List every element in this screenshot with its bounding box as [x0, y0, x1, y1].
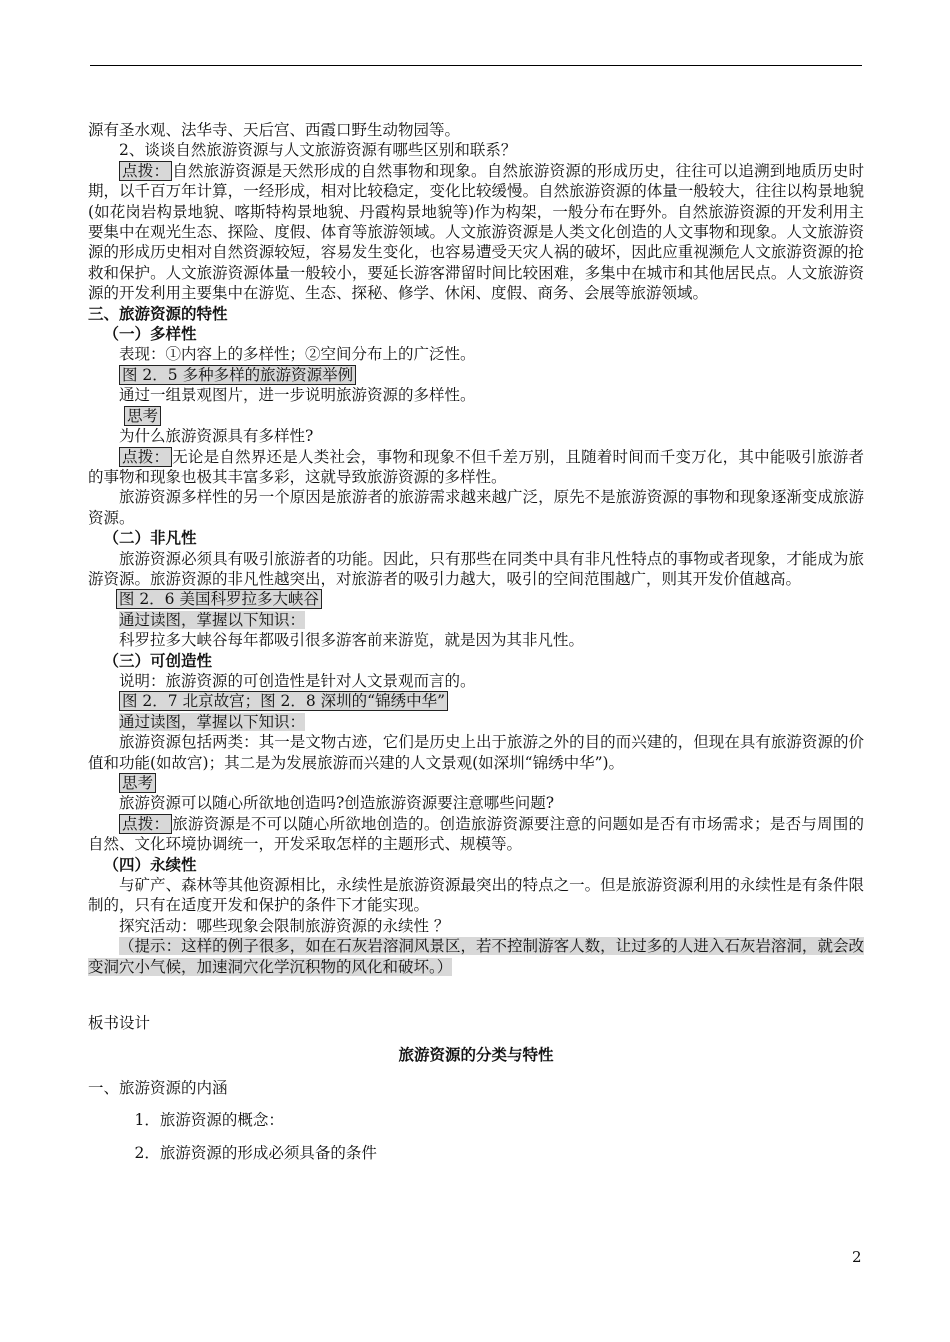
paragraph: 表现：①内容上的多样性；②空间分布上的广泛性。	[119, 345, 476, 364]
figure-ref: 图 2．5 多种多样的旅游资源举例	[119, 365, 356, 385]
question: 2、谈谈自然旅游资源与人文旅游资源有哪些区别和联系？	[119, 141, 517, 160]
paragraph: 通过一组景观图片，进一步说明旅游资源的多样性。	[119, 386, 476, 405]
subsection-heading: （二）非凡性	[103, 529, 197, 548]
paragraph: 旅游资源必须具有吸引旅游者的功能。因此，只有那些在同类中具有非凡性特点的事物或者现象，才能成为旅游资源。旅游资源的非凡性越突出，对旅游者的吸引力越大，吸引的空间范围越广，则其开发价值越高。	[88, 549, 864, 588]
answer-paragraph	[88, 161, 864, 304]
board-item: 2．旅游资源的形成必须具备的条件	[134, 1143, 377, 1162]
paragraph: 探究活动：哪些现象会限制旅游资源的永续性 ？	[119, 916, 450, 935]
read-label: 通过读图，掌握以下知识：	[119, 712, 306, 731]
paragraph: 科罗拉多大峡谷每年都吸引很多游客前来游览，就是因为其非凡性。	[119, 631, 585, 650]
board-label: 板书设计	[88, 1014, 151, 1033]
question: 旅游资源可以随心所欲地创造吗?创造旅游资源要注意哪些问题?	[119, 794, 555, 813]
think-line	[88, 773, 864, 793]
page-number: 2	[852, 1248, 862, 1266]
hint-paragraph	[88, 936, 864, 977]
answer-text: 无论是自然界还是人类社会，事物和现象不但千差万别，且随着时间而千变万化，其中能吸引旅游者的事物和现象也极其丰富多彩，这就导致旅游资源的多样性。	[88, 447, 864, 486]
paragraph: 与矿产、森林等其他资源相比，永续性是旅游资源最突出的特点之一。但是旅游资源利用的永续性是有条件限制的，只有在适度开发和保护的条件下才能实现。	[88, 876, 864, 915]
paragraph: 旅游资源多样性的另一个原因是旅游者的旅游需求越来越广泛，原先不是旅游资源的事物和现象逐渐变成旅游资源。	[88, 488, 864, 527]
read-label: 通过读图，掌握以下知识：	[119, 610, 306, 629]
section-heading: 三、旅游资源的特性	[88, 304, 228, 323]
subsection-heading: （一）多样性	[103, 325, 197, 344]
board-title: 旅游资源的分类与特性	[398, 1046, 554, 1065]
figure-ref-line	[88, 589, 864, 609]
paragraph: 源有圣水观、法华寺、天后宫、西霞口野生动物园等。	[88, 121, 461, 139]
think-line	[88, 406, 864, 426]
subsection-heading: （四）永续性	[103, 855, 197, 874]
figure-ref-line	[88, 365, 864, 385]
answer-paragraph	[88, 447, 864, 488]
board-item: 1．旅游资源的概念：	[134, 1111, 284, 1130]
question: 为什么旅游资源具有多样性?	[119, 427, 314, 446]
tip-label: 点拨：	[119, 814, 172, 834]
figure-ref: 图 2．7 北京故宫；图 2．8 深圳的“锦绣中华”	[119, 691, 448, 711]
paragraph: 旅游资源包括两类：其一是文物古迹，它们是历史上出于旅游之外的目的而兴建的，但现在具有旅游资源的价值和功能(如故宫)；其二是为发展旅游而兴建的人文景观(如深圳“锦绣中华”)。	[88, 733, 864, 772]
paragraph: 说明：旅游资源的可创造性是针对人文景观而言的。	[119, 671, 476, 690]
header-rule	[90, 65, 862, 66]
answer-text: 自然旅游资源是天然形成的自然事物和现象。自然旅游资源的形成历史，往往可以追溯到地质历史时期，以千百万年计算，一经形成，相对比较稳定，变化比较缓慢。自然旅游资源的体量一般较大，往往以构景地貌(如花岗岩构景地貌、喀斯特构景地貌、丹霞构景地貌等)作为构架，一般分布在野外。自然旅游资源的开发利用主要集中在观光生态、探险、度假、体育等旅游领域。人文旅游资源是人类文化创造的人文事物和现象。人文旅游资源的形成历史相对自然资源较短，容易发生变化，也容易遭受天灾人祸的破坏，因此应重视濒危人文旅游资源的抢救和保护。人文旅游资源体量一般较小，要延长游客滞留时间比较困难，多集中在城市和其他居民点。人文旅游资源的开发利用主要集中在游览、生态、探秘、修学、休闲、度假、商务、会展等旅游领域。	[88, 161, 864, 303]
figure-ref: 图 2．6 美国科罗拉多大峡谷	[116, 589, 322, 609]
tip-label: 点拨：	[119, 447, 172, 467]
board-section: 一、旅游资源的内涵	[88, 1078, 228, 1097]
tip-label: 点拨：	[119, 161, 172, 181]
think-label: 思考	[124, 406, 161, 426]
read-line	[88, 712, 864, 732]
answer-paragraph	[88, 814, 864, 855]
hint-text: （提示：这样的例子很多，如在石灰岩溶洞风景区，若不控制游客人数，让过多的人进入石灰岩溶洞，就会改变洞穴小气候，加速洞穴化学沉积物的风化和破坏。）	[88, 937, 864, 976]
figure-ref-line	[88, 691, 864, 711]
subsection-heading: （三）可创造性	[103, 651, 213, 670]
think-label: 思考	[119, 773, 156, 793]
document-body	[88, 120, 864, 1163]
answer-text: 旅游资源是不可以随心所欲地创造的。创造旅游资源要注意的问题如是否有市场需求；是否与周围的自然、文化环境协调统一，开发采取怎样的主题形式、规模等。	[88, 814, 864, 854]
read-line	[88, 610, 864, 630]
